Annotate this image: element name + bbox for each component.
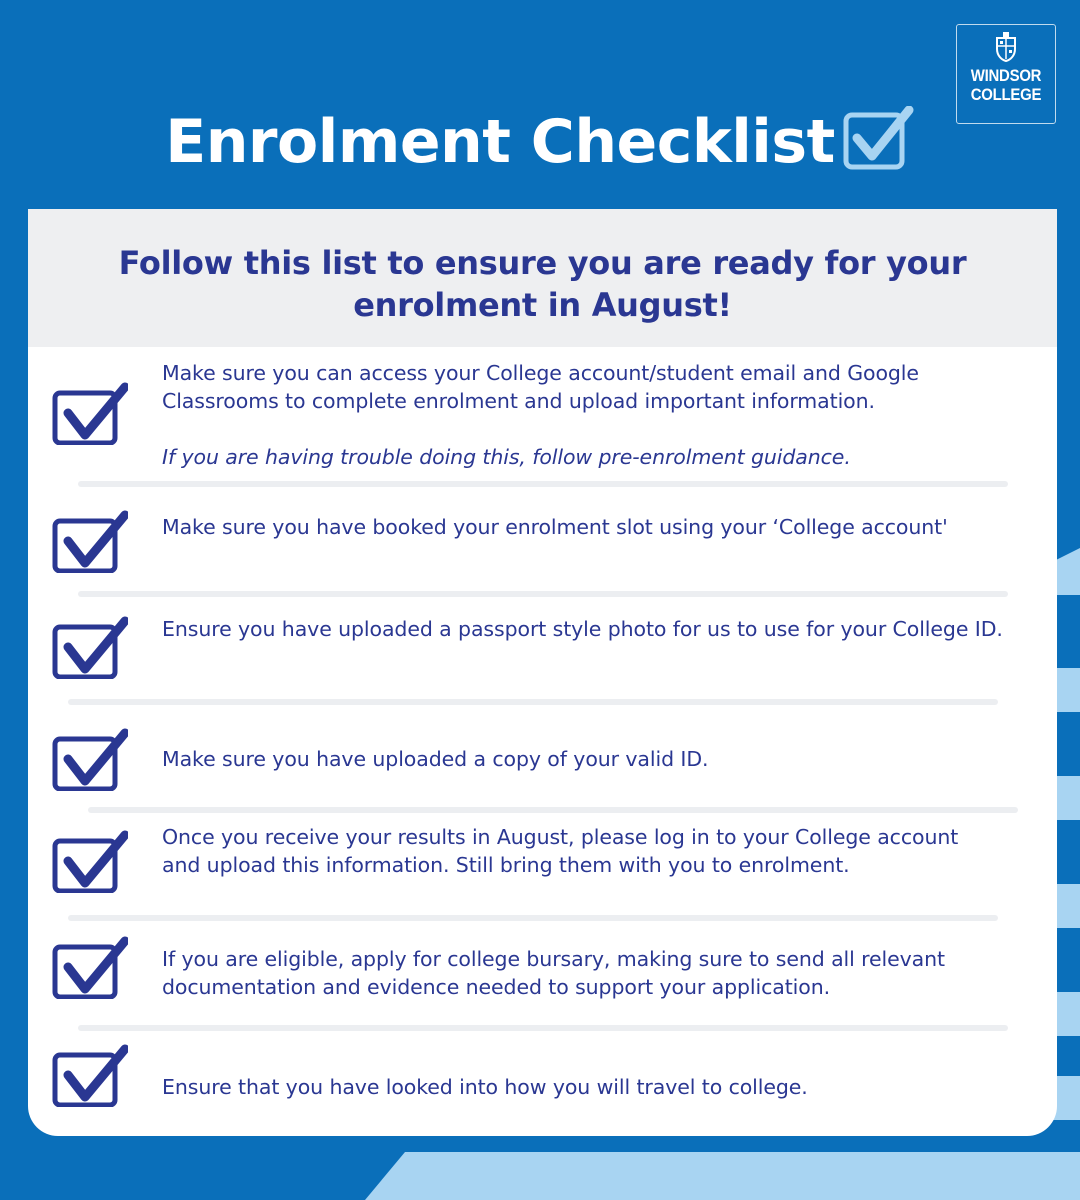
divider [68, 699, 998, 705]
checklist-item-text: Make sure you can access your College account/student email and Google Classrooms to complete enrolment and upload important information. [162, 361, 919, 413]
crest-icon [957, 32, 1055, 66]
checklist-item-text: If you are eligible, apply for college bursary, making sure to send all relevant documentation and evidence needed to support your application. [162, 947, 945, 999]
checkbox-checked-icon [52, 829, 128, 897]
checkbox-checked-icon [52, 381, 128, 449]
divider [68, 915, 998, 921]
title-checkbox-icon [843, 106, 915, 188]
checkbox-checked-icon [52, 509, 128, 577]
background-bottom-shape [365, 1152, 1080, 1200]
logo-text: WINDSOR COLLEGE [970, 66, 1042, 104]
checklist-card [28, 209, 1057, 1136]
checklist-item-text: Once you receive your results in August, please log in to your College account and upload this information. Still bring them with you to enrolment. [162, 825, 959, 877]
divider [88, 807, 1018, 813]
divider [78, 481, 1008, 487]
page-title: Enrolment Checklist [165, 107, 835, 177]
checklist-item-text: Make sure you have uploaded a copy of your valid ID. [162, 747, 709, 771]
divider [78, 591, 1008, 597]
checklist-item-text: Make sure you have booked your enrolment slot using your ‘College account' [162, 515, 948, 539]
checkbox-checked-icon [52, 727, 128, 795]
checklist-item-text: Ensure you have uploaded a passport style photo for us to use for your College ID. [162, 617, 1003, 641]
checkbox-checked-icon [52, 615, 128, 683]
divider [78, 1025, 1008, 1031]
checklist-item-note: If you are having trouble doing this, follow pre-enrolment guidance. [162, 445, 851, 469]
checkbox-checked-icon [52, 935, 128, 1003]
checkbox-checked-icon [52, 1043, 128, 1111]
page-title-row [0, 104, 1080, 188]
checklist-subtitle: Follow this list to ensure you are ready for your enrolment in August! [28, 209, 1057, 347]
checklist-item-text: Ensure that you have looked into how you will travel to college. [162, 1075, 808, 1099]
